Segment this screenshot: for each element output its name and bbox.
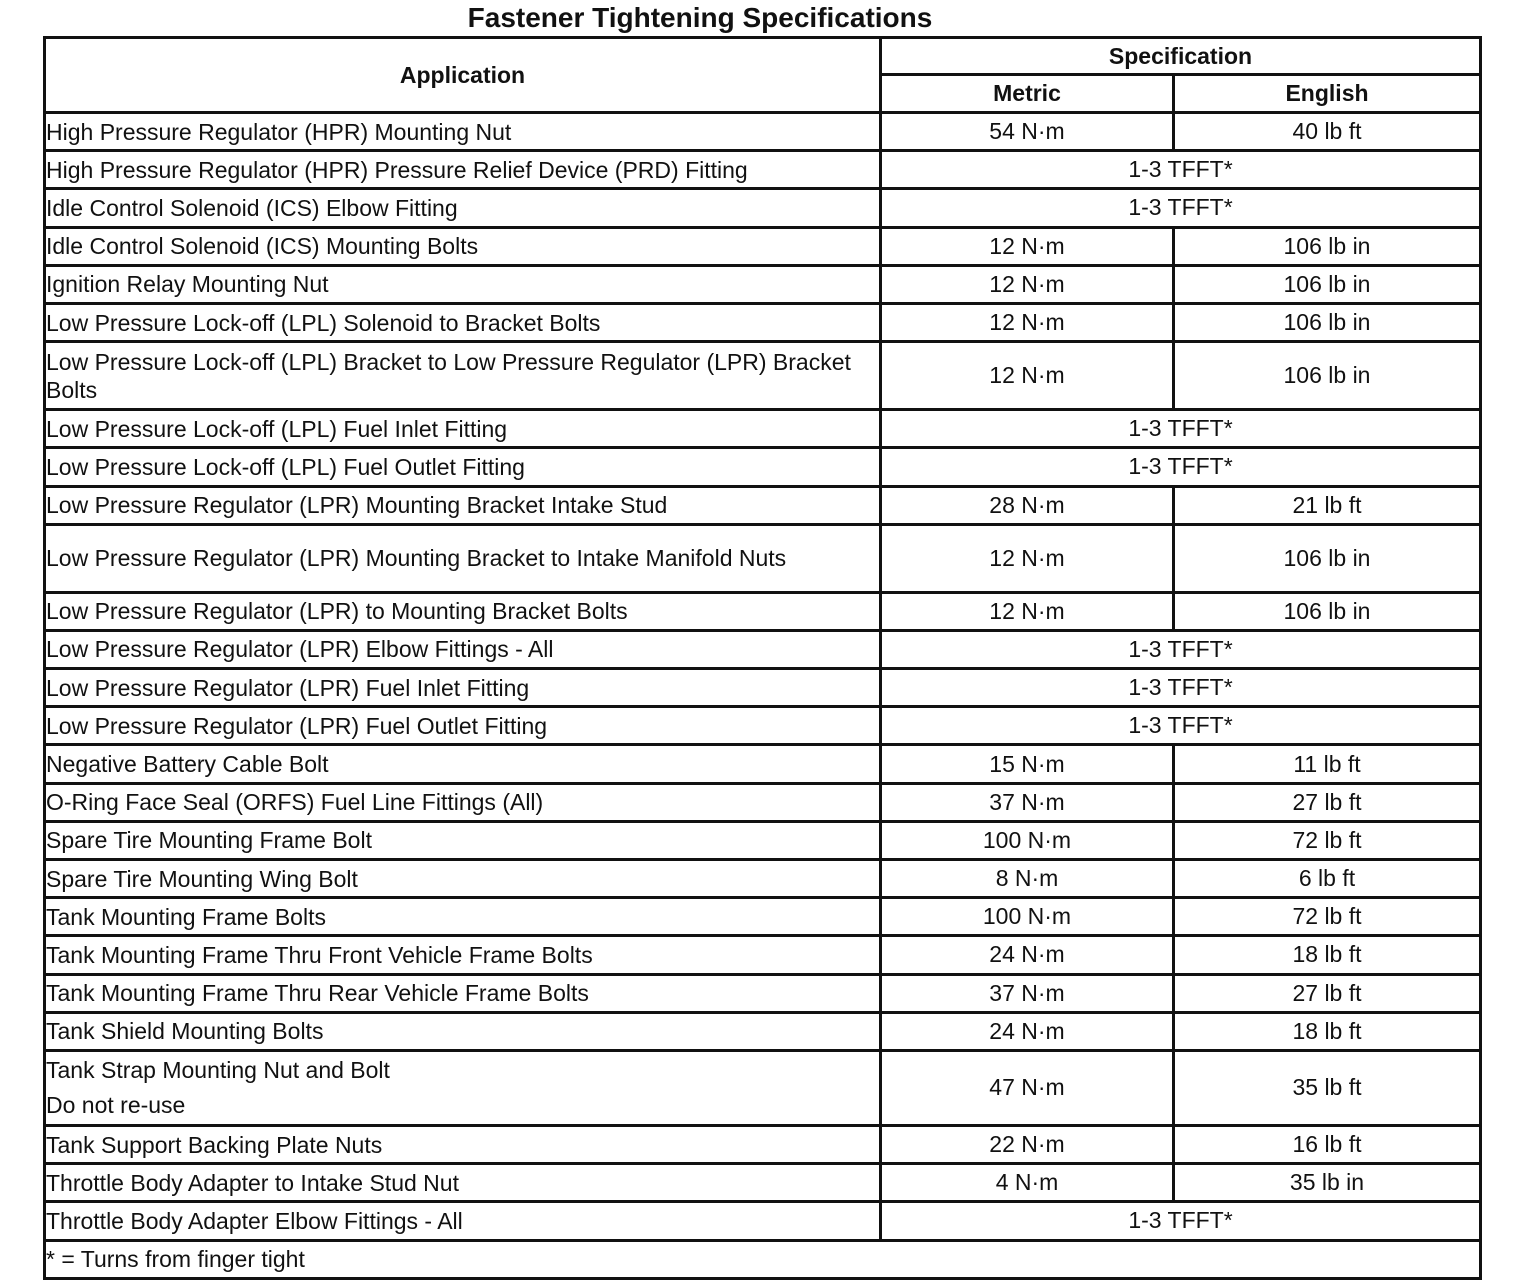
english-cell: 21 lb ft <box>1174 486 1481 524</box>
application-cell: Tank Mounting Frame Thru Front Vehicle Frame Bolts <box>45 936 881 974</box>
english-cell: 106 lb in <box>1174 265 1481 303</box>
table-row <box>45 486 1481 524</box>
english-cell: 35 lb ft <box>1174 1050 1481 1125</box>
footnote-row <box>45 1240 1481 1278</box>
table-row <box>45 707 1481 745</box>
table-row <box>45 821 1481 859</box>
table-row <box>45 974 1481 1012</box>
application-cell: O-Ring Face Seal (ORFS) Fuel Line Fittings (All) <box>45 783 881 821</box>
english-cell: 6 lb ft <box>1174 860 1481 898</box>
application-cell: Low Pressure Lock-off (LPL) Fuel Inlet Fitting <box>45 410 881 448</box>
english-cell: 35 lb in <box>1174 1164 1481 1202</box>
metric-cell: 4 N·m <box>881 1164 1174 1202</box>
application-cell: Low Pressure Lock-off (LPL) Fuel Outlet Fitting <box>45 448 881 486</box>
combined-spec-cell: 1-3 TFFT* <box>881 410 1481 448</box>
metric-cell: 22 N·m <box>881 1125 1174 1163</box>
metric-cell: 100 N·m <box>881 821 1174 859</box>
application-text: Tank Strap Mounting Nut and Bolt <box>46 1057 390 1084</box>
combined-spec-cell: 1-3 TFFT* <box>881 448 1481 486</box>
metric-cell: 37 N·m <box>881 974 1174 1012</box>
combined-spec-cell: 1-3 TFFT* <box>881 630 1481 668</box>
application-cell: High Pressure Regulator (HPR) Pressure Relief Device (PRD) Fitting <box>45 151 881 189</box>
metric-cell: 47 N·m <box>881 1050 1174 1125</box>
table-row <box>45 113 1481 151</box>
fastener-spec-table <box>43 36 1482 1280</box>
combined-spec-cell: 1-3 TFFT* <box>881 669 1481 707</box>
table-row <box>45 448 1481 486</box>
application-cell: Idle Control Solenoid (ICS) Elbow Fitting <box>45 189 881 227</box>
table-row <box>45 630 1481 668</box>
table-row <box>45 265 1481 303</box>
table-row <box>45 342 1481 410</box>
application-cell: Tank Mounting Frame Thru Rear Vehicle Frame Bolts <box>45 974 881 1012</box>
metric-cell: 12 N·m <box>881 303 1174 341</box>
english-cell: 11 lb ft <box>1174 745 1481 783</box>
footnote: * = Turns from finger tight <box>45 1240 1481 1278</box>
application-cell: Negative Battery Cable Bolt <box>45 745 881 783</box>
application-cell: Low Pressure Regulator (LPR) Elbow Fittings - All <box>45 630 881 668</box>
table-row <box>45 745 1481 783</box>
table-row <box>45 1164 1481 1202</box>
application-cell: Low Pressure Regulator (LPR) Mounting Bracket Intake Stud <box>45 486 881 524</box>
combined-spec-cell: 1-3 TFFT* <box>881 151 1481 189</box>
combined-spec-cell: 1-3 TFFT* <box>881 1202 1481 1240</box>
combined-spec-cell: 1-3 TFFT* <box>881 189 1481 227</box>
metric-cell: 8 N·m <box>881 860 1174 898</box>
table-row <box>45 860 1481 898</box>
application-cell: Spare Tire Mounting Frame Bolt <box>45 821 881 859</box>
english-cell: 16 lb ft <box>1174 1125 1481 1163</box>
english-cell: 106 lb in <box>1174 303 1481 341</box>
english-cell: 106 lb in <box>1174 524 1481 592</box>
application-cell: Low Pressure Regulator (LPR) Fuel Inlet Fitting <box>45 669 881 707</box>
table-row <box>45 227 1481 265</box>
specification-column-header: Specification <box>881 38 1481 75</box>
metric-cell: 100 N·m <box>881 898 1174 936</box>
table-row <box>45 1125 1481 1163</box>
reuse-note: Do not re-use <box>46 1092 186 1119</box>
application-cell: Low Pressure Lock-off (LPL) Bracket to Low Pressure Regulator (LPR) Bracket Bolts <box>45 342 881 410</box>
english-cell: 18 lb ft <box>1174 1012 1481 1050</box>
application-cell: Low Pressure Regulator (LPR) Fuel Outlet Fitting <box>45 707 881 745</box>
table-row <box>45 189 1481 227</box>
application-cell: Tank Shield Mounting Bolts <box>45 1012 881 1050</box>
table-row <box>45 783 1481 821</box>
application-cell: Tank Mounting Frame Bolts <box>45 898 881 936</box>
metric-column-header: Metric <box>881 75 1174 113</box>
english-cell: 106 lb in <box>1174 342 1481 410</box>
application-cell: Tank Support Backing Plate Nuts <box>45 1125 881 1163</box>
application-cell: High Pressure Regulator (HPR) Mounting Nut <box>45 113 881 151</box>
application-cell: Low Pressure Regulator (LPR) to Mounting Bracket Bolts <box>45 592 881 630</box>
metric-cell: 12 N·m <box>881 592 1174 630</box>
application-cell: Throttle Body Adapter to Intake Stud Nut <box>45 1164 881 1202</box>
table-row <box>45 151 1481 189</box>
english-cell: 40 lb ft <box>1174 113 1481 151</box>
page-title: Fastener Tightening Specifications <box>467 2 933 33</box>
english-cell: 18 lb ft <box>1174 936 1481 974</box>
application-cell: Throttle Body Adapter Elbow Fittings - All <box>45 1202 881 1240</box>
table-row <box>45 1050 1481 1125</box>
table-row <box>45 592 1481 630</box>
metric-cell: 37 N·m <box>881 783 1174 821</box>
application-cell: Low Pressure Regulator (LPR) Mounting Bracket to Intake Manifold Nuts <box>45 524 881 592</box>
application-cell: Idle Control Solenoid (ICS) Mounting Bolts <box>45 227 881 265</box>
metric-cell: 28 N·m <box>881 486 1174 524</box>
table-row <box>45 669 1481 707</box>
table-row <box>45 898 1481 936</box>
application-column-header: Application <box>45 38 881 113</box>
english-cell: 72 lb ft <box>1174 821 1481 859</box>
application-cell: Low Pressure Lock-off (LPL) Solenoid to Bracket Bolts <box>45 303 881 341</box>
table-header-row <box>45 38 1481 75</box>
table-row <box>45 410 1481 448</box>
metric-cell: 15 N·m <box>881 745 1174 783</box>
table-row <box>45 1202 1481 1240</box>
table-row <box>45 303 1481 341</box>
english-cell: 106 lb in <box>1174 227 1481 265</box>
metric-cell: 54 N·m <box>881 113 1174 151</box>
english-cell: 27 lb ft <box>1174 974 1481 1012</box>
table-row <box>45 1012 1481 1050</box>
metric-cell: 12 N·m <box>881 227 1174 265</box>
combined-spec-cell: 1-3 TFFT* <box>881 707 1481 745</box>
english-cell: 106 lb in <box>1174 592 1481 630</box>
application-cell: Spare Tire Mounting Wing Bolt <box>45 860 881 898</box>
metric-cell: 12 N·m <box>881 265 1174 303</box>
application-cell: Ignition Relay Mounting Nut <box>45 265 881 303</box>
application-cell <box>45 1050 881 1125</box>
english-column-header: English <box>1174 75 1481 113</box>
english-cell: 27 lb ft <box>1174 783 1481 821</box>
metric-cell: 24 N·m <box>881 1012 1174 1050</box>
metric-cell: 12 N·m <box>881 342 1174 410</box>
metric-cell: 24 N·m <box>881 936 1174 974</box>
english-cell: 72 lb ft <box>1174 898 1481 936</box>
metric-cell: 12 N·m <box>881 524 1174 592</box>
table-row <box>45 524 1481 592</box>
table-row <box>45 936 1481 974</box>
